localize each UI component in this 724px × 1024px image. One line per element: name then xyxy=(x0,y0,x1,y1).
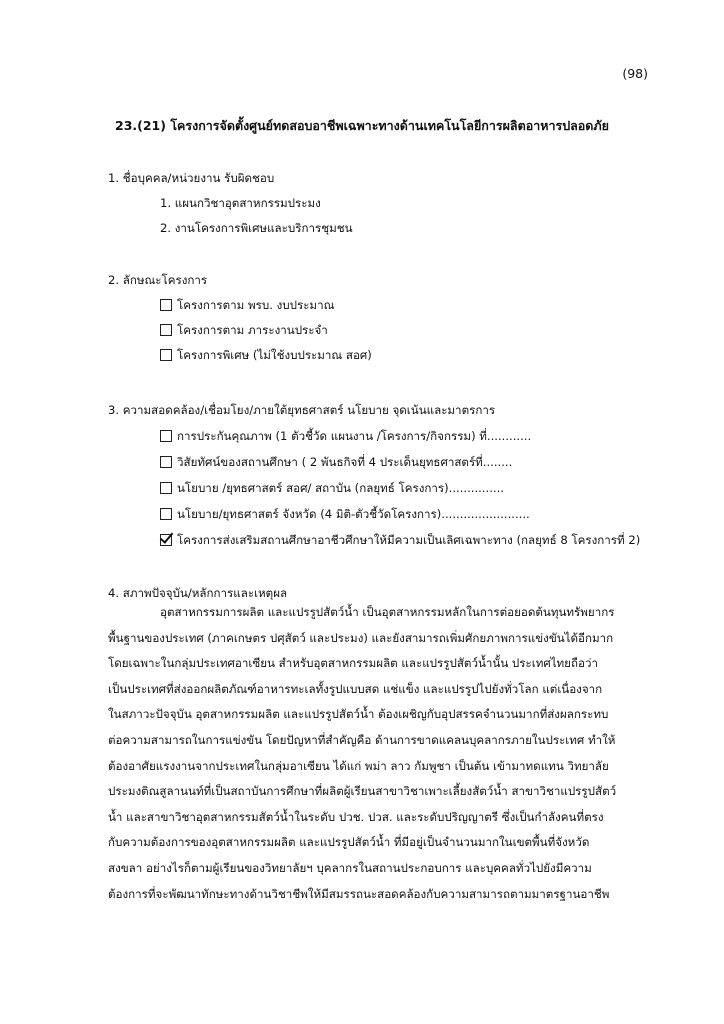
paragraph-line: เป็นประเทศที่ส่งออกผลิตภัณฑ์อาหารทะเลทั้งรูปแบบสด แช่แข็ง และแปรรูปไปยังทั่วโลก แต่เนื่องจาก xyxy=(108,681,603,696)
section-3-option xyxy=(160,506,530,522)
paragraph-line: น้ำ และสาขาวิชาอุตสาหกรรมสัตว์น้ำในระดับ ปวช. ปวส. และระดับปริญญาตรี ซึ่งเป็นกำลังคนที่ตรง xyxy=(108,809,604,824)
paragraph-line: พื้นฐานของประเทศ (ภาคเกษตร ปศุสัตว์ และประมง) และยังสามารถเพิ่มศักยภาพการแข่งขันได้อีกมาก xyxy=(108,630,614,645)
section-3-option xyxy=(160,428,531,444)
section-4-paragraph xyxy=(108,600,640,907)
paragraph-line: โดยเฉพาะในกลุ่มประเทศอาเซียน สำหรับอุตสาหกรรมผลิต และแปรรูปสัตว์น้ำนั้น ประเทศไทยถือว่า xyxy=(108,656,598,671)
option-label: วิสัยทัศน์ของสถานศึกษา ( 2 พันธกิจที่ 4 ประเด็นยุทธศาสตร์ที่........ xyxy=(177,455,513,469)
document-title: 23.(21) โครงการจัดตั้งศูนย์ทดสอบอาชีพเฉพาะทางด้านเทคโนโลยีการผลิตอาหารปลอดภัย xyxy=(115,118,609,133)
paragraph-line: ต่อความสามารถในการแข่งขัน โดยปัญหาที่สำคัญคือ ด้านการขาดแคลนบุคลากรภายในประเทศ ทำให้ xyxy=(108,732,616,747)
section-3-option xyxy=(160,454,512,470)
paragraph-line: กับความต้องการของอุตสาหกรรมผลิต และแปรรูปสัตว์น้ำ ที่มีอยู่เป็นจำนวนมากในเขตพื้นที่จังหวัด xyxy=(108,835,590,850)
checkbox-empty-icon[interactable] xyxy=(160,482,172,494)
section-2-option xyxy=(160,322,328,338)
checkbox-empty-icon[interactable] xyxy=(160,456,172,468)
checkbox-empty-icon[interactable] xyxy=(160,324,172,336)
paragraph-line: ในสภาวะปัจจุบัน อุตสาหกรรมผลิต และแปรรูปสัตว์น้ำ ต้องเผชิญกับอุปสรรคจำนวนมากที่ส่งผลกระทบ xyxy=(108,707,609,722)
section-1-item: 2. งานโครงการพิเศษและบริการชุมชน xyxy=(160,221,353,235)
paragraph-line: ต้องการที่จะพัฒนาทักษะทางด้านวิชาชีพให้มีสมรรถนะสอดคล้องกับความสามารถตามมาตรฐานอาชีพ xyxy=(108,886,610,901)
paragraph-line: สงขลา อย่างไรก็ตามผู้เรียนของวิทยาลัยฯ บุคลากรในสถานประกอบการ และบุคคลทั่วไปยังมีความ xyxy=(108,860,592,875)
option-label: โครงการพิเศษ (ไม่ใช้งบประมาณ สอศ) xyxy=(177,348,372,362)
section-3-option xyxy=(160,480,504,496)
section-2-option xyxy=(160,297,334,313)
checkbox-empty-icon[interactable] xyxy=(160,508,172,520)
section-2-heading: 2. ลักษณะโครงการ xyxy=(108,273,208,287)
option-label: การประกันคุณภาพ (1 ตัวชี้วัด แผนงาน /โครงการ/กิจกรรม) ที่............ xyxy=(177,429,532,443)
section-4-heading: 4. สภาพปัจจุบัน/หลักการและเหตุผล xyxy=(108,586,288,600)
paragraph-line: ต้องอาศัยแรงงานจากประเทศในกลุ่มอาเซียน ได้แก่ พม่า ลาว กัมพูชา เป็นต้น เข้ามาทดแทน วิทยาลัย xyxy=(108,758,609,773)
section-2-option xyxy=(160,347,372,363)
checkbox-empty-icon[interactable] xyxy=(160,299,172,311)
option-label: โครงการตาม พรบ. งบประมาณ xyxy=(177,298,335,312)
paragraph-line: อุตสาหกรรมการผลิต และแปรรูปสัตว์น้ำ เป็นอุตสาหกรรมหลักในการต่อยอดต้นทุนทรัพยากร xyxy=(160,605,615,619)
paragraph-line: ประมงติณสูลานนท์ที่เป็นสถาบันการศึกษาที่ผลิตผู้เรียนสาขาวิชาเพาะเลี้ยงสัตว์น้ำ สาขาวิชาแปรรูปสัตว์ xyxy=(108,784,617,799)
section-3-heading: 3. ความสอดคล้อง/เชื่อมโยง/ภายใต้ยุทธศาสตร์ นโยบาย จุดเน้นและมาตรการ xyxy=(108,403,496,417)
option-label: โครงการส่งเสริมสถานศึกษาอาชีวศึกษาให้มีความเป็นเลิศเฉพาะทาง (กลยุทธ์ 8 โครงการที่ 2) xyxy=(177,533,641,547)
checkbox-empty-icon[interactable] xyxy=(160,349,172,361)
section-3-option-selected xyxy=(160,532,640,548)
option-label: โครงการตาม ภาระงานประจำ xyxy=(177,323,328,337)
checkbox-checked-icon[interactable] xyxy=(160,534,172,546)
section-1-item: 1. แผนกวิชาอุตสาหกรรมประมง xyxy=(160,196,321,210)
section-1-heading: 1. ชื่อบุคคล/หน่วยงาน รับผิดชอบ xyxy=(108,171,275,185)
page-number: (98) xyxy=(622,66,648,81)
checkbox-empty-icon[interactable] xyxy=(160,430,172,442)
option-label: นโยบาย /ยุทธศาสตร์ สอศ/ สถาบัน (กลยุทธ์ โครงการ)............... xyxy=(177,481,504,495)
option-label: นโยบาย/ยุทธศาสตร์ จังหวัด (4 มิติ-ตัวชี้วัดโครงการ)........................ xyxy=(177,507,530,521)
